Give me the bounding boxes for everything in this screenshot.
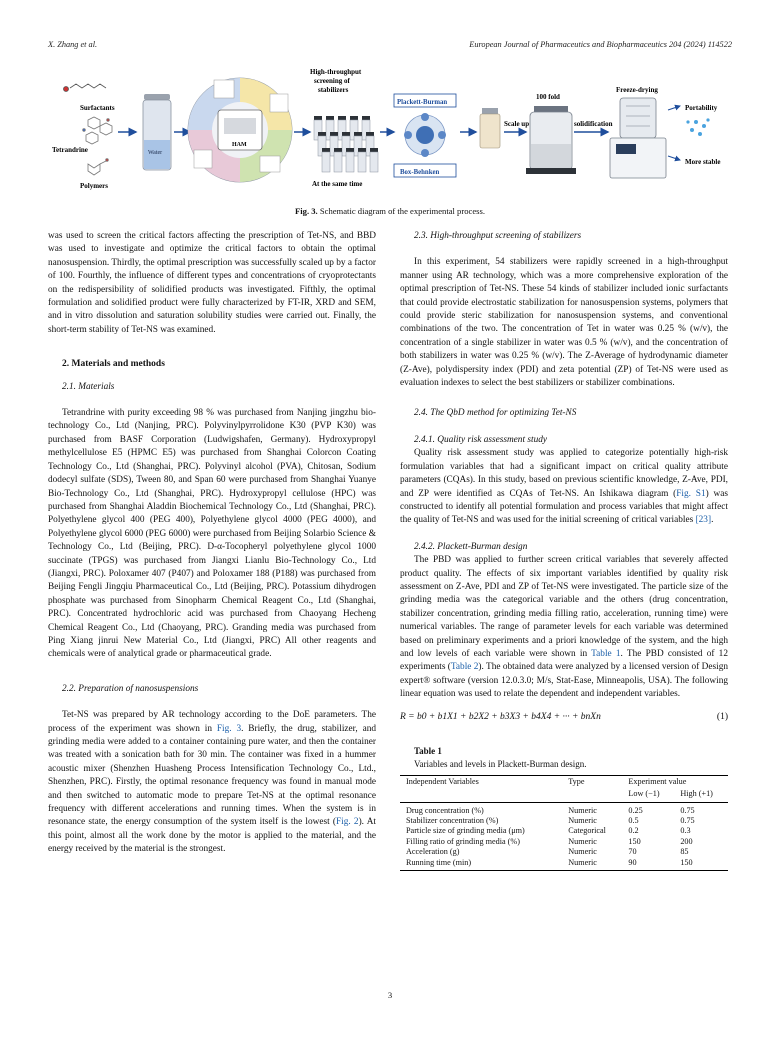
materials-paragraph: Tetrandrine with purity exceeding 98 % was purchased from Nanjing jingzhu bio-technology Co., Ltd (Nanjing, PRC). Polyvinylpyrrolidone K30 (PVP K30) was purchased from BASF Corporation (Ludwigshafen, Germany). Hydroxypropyl methylcellulose E5 (HPMC E5) was purchased from Shanghai Colorcon Coating Technology Co., Ltd (Shanghai, PRC). Polyvinyl alcohol (PVA), Chitosan, Sodium dodecyl sulfate (SDS), Tween 80, and Span 60 were purchased from Shanghai Yuanye Bio-Technology Co., Ltd (Shanghai, PRC). Hydroxypropyl cellulose (HPC) was purchased from Shanghai Aladdin Biochemical Technology Co., Ltd (Shanghai, PRC). Polyethylene glycol 400 (PEG 400), Polyethylene glycol 4000 (PEG 4000), and Polyethylene glycol 6000 (PEG 6000) were purchased from Beijing Solarbio Science & Technology Co., Ltd (Beijing, PRC). D-α-Tocopheryl polyethylene glycol 1000 succinate (TPGS) was purchased from Jiangxi Lianlu Bio-Technology Co., Ltd (Jiangxi, PRC). Poloxamer 407 (P407) and Poloxamer 188 (P188) was purchased from Beijing Fengli Jingqiu Pharmaceutical Co., Ltd (Beijing, PRC). Potassium dihydrogen phosphate was purchased from Sinopharm Chemical Reagent Co., Ltd (Shanghai, PRC). Concentrated hydrochloric acid was purchased from Chaoyang Hecheng Chemical Reagent Co., Ltd (Chaoyang, PRC). Granding media was purchased from Ping Xiang jinrui New Material Co., Ltd (Jiangxi, PRC) All other reagents and chemicals were of analytical grade or pharmaceutical grade. [48,408,376,660]
fig2-link[interactable]: Fig. 2 [335,817,359,828]
surfactant-molecule-icon [64,84,107,92]
equation-number: (1) [716,711,728,722]
vial-cap [342,132,350,136]
figure-caption-text: Schematic diagram of the experimental process. [317,206,485,216]
quality-risk-paragraph: Quality risk assessment study was applied to categorize potentially high-risk formulation variables that had a significant impact on critical quality attribute parameters (CQAs). In this study, based on previous scientific knowledge, Z-Ave, PDI, and ZP were identified as CQAs of Tet-NS. An Ishikawa diagram (Fig. S1) was constructed to identify all potential formulation and process variables that might affect the quality of Tet-NS and was used for the initial screening of critical variables [23]. [400,448,728,526]
fig-label-box-behnken: Box-Behnken [400,169,440,176]
running-header-authors: X. Zhang et al. [48,40,98,49]
fig-label-more-stable: More stable [685,158,721,166]
vial-cap [338,116,346,120]
vial-body [358,152,366,172]
particle-dots-icon [686,118,709,136]
col-header-low: Low (−1) [622,788,674,802]
section-2-2-heading: 2.2. Preparation of nanosuspensions [62,683,199,694]
table-row: Particle size of grinding media (μm) Categorical 0.2 0.3 [406,826,691,836]
col-header-experiment: Experiment value [622,775,728,788]
fig-label-ht-1: High-throughput [310,68,362,76]
fig-s1-link[interactable]: Fig. S1 [676,488,706,499]
vial-body [370,152,378,172]
vial-cap [350,116,358,120]
fig-label-solidification: solidification [574,120,613,128]
table-1 [400,775,728,871]
high-throughput-paragraph: In this experiment, 54 stabilizers were rapidly screened in a high-throughput manner using AR technology, which was a more comprehensive exploration of the optimal prescription of Tet-NS. These 54 kinds of stabilizer included ionic surfactants that could provide electrostatic stabilization for nanosuspension systems, polymers that could provide steric stabilization for nanosuspension systems, and conventional combinations of the two. The concentration of Tet in water was 0.25 % (w/v), the concentration of a single stabilizer in water was 0.5 % (w/v), and the concentration of both stabilizers in water was 0.25 % (w/v). The Z-Average of hydrodynamic diameter (Z-Ave), polydispersity index (PDI) and zeta potential (ZP) of Tet-NS were used as evaluation indexes to select the best stabilizers or stabilizer combinations. [400,257,728,389]
vial-cap [330,132,338,136]
left-column [48,230,376,857]
fig-label-same-time: At the same time [312,180,363,188]
fig-label-scale-up: Scale up [504,120,530,128]
tetrandrine-molecule-icon [83,117,112,144]
polymer-molecule-icon [88,159,108,175]
scaled-flask-icon [526,106,576,174]
vial-cap [362,116,370,120]
equation-1 [400,711,728,724]
figure-caption-label: Fig. 3. [295,206,318,216]
vial-array-icon [314,116,378,172]
vial-cap [366,132,374,136]
section-2-4-1-heading: 2.4.1. Quality risk assessment study [414,434,547,445]
equation-text: R = b0 + b1X1 + b2X2 + b3X3 + b4X4 + ··· + bnXn [400,711,601,722]
right-column [400,230,728,871]
water-container-icon [143,94,171,170]
vial-cap [358,148,366,152]
col-header-variable: Independent Variables [400,775,562,788]
table-row: Acceleration (g) Numeric 70 85 [406,847,689,857]
vial-body [322,152,330,172]
fig-label-water: Water [148,150,163,156]
table-row: Drug concentration (%) Numeric 0.25 0.75 [406,805,695,815]
vial-cap [314,116,322,120]
table2-link[interactable]: Table 2 [450,662,479,673]
table-1-title: Table 1 [414,746,442,756]
vial-cap [354,132,362,136]
section-2-1-heading: 2.1. Materials [62,381,115,392]
fig3-link[interactable]: Fig. 3 [216,723,242,734]
page-number: 3 [387,990,393,1000]
figure-caption [0,206,780,216]
col-header-type: Type [562,775,622,788]
freeze-dryer-icon [610,98,666,178]
section-2-4-heading: 2.4. The QbD method for optimizing Tet-NS [414,408,577,419]
vial-cap [346,148,354,152]
vial-body [334,152,342,172]
experimental-process-figure [48,60,732,200]
fig-label-freeze-drying: Freeze-drying [616,86,658,94]
ham-mixer-diagram [188,78,292,182]
vial-cap [334,148,342,152]
vial-cap [322,148,330,152]
table1-link[interactable]: Table 1 [591,648,621,659]
suspension-bottle-icon [480,108,500,148]
fig-label-surfactants: Surfactants [80,104,115,112]
vial-cap [326,116,334,120]
section-2-4-2-heading: 2.4.2. Plackett-Burman design [414,541,528,552]
vial-body [346,152,354,172]
vial-cap [370,148,378,152]
table-row: Stabilizer concentration (%) Numeric 0.5 0.75 [406,816,695,826]
table-1-subtitle: Variables and levels in Plackett-Burman design. [414,759,587,770]
design-cycle-icon [404,113,446,157]
plackett-burman-paragraph: The PBD was applied to further screen critical variables that severely affected product quality. The effects of six important variables identified by quality risk assessment on Z-Ave, PDI and ZP of Tet-NS were investigated. The particle size of the grinding media was the categorical variable and the others (drug concentration, stabilizer concentration, grinding media filling ratio, acceleration, running time) were numerical variables. The range of parameter levels for each variable was determined based on preliminary experiments and a priori knowledge of the system, and the high and low levels of each variable were shown in Table 1. The PBD consisted of 12 experiments (Table 2). The obtained data were analyzed by a licensed version of Design expert® software (version 12.0.3.0; M/s, Stat-Ease, Minneapolis, USA). The following linear equation was used to relate the dependent and independent variables. [400,555,728,700]
table-row: Filling ratio of grinding media (%) Numeric 150 200 [406,836,693,846]
fig-label-portability: Portability [685,104,718,112]
intro-paragraph: was used to screen the critical factors affecting the prescription of Tet-NS, and BBD was used to investigate and optimize the critical factors to obtain the optimal nanosuspension. Thirdly, the optimal prescription was successfully scaled up by a factor of 100. Fourthly, the influence of different types and concentrations of cryoprotectants on the redispersibility of solidified products was investigated. Fifthly, the optimal formulation and solidified product were fully characterized by FT-IR, XRD and SEM, and in vitro dissolution and saturation solubility studies were carried out. Finally, the short-term stability of Tet-NS was examined. [48,231,376,335]
fig-label-tetrandrine: Tetrandrine [52,146,88,154]
section-2-heading: 2. Materials and methods [62,359,165,370]
fig-label-ham: HAM [232,142,247,148]
ref-23-link[interactable]: [23] [695,515,712,526]
fig-label-ht-2: screening of [314,77,350,85]
vial-cap [318,132,326,136]
preparation-paragraph: Tet-NS was prepared by AR technology according to the DoE parameters. The process of the experiment was shown in Fig. 3. Briefly, the drug, stabilizer, and grinding media were added to a container containing pure water, and then the container was treated with a sonication bath for 30 min. The container was fixed in a hummer acoustic mixer (Shenzhen Huasheng Process Intensification Technology Co., Ltd., Shenzhen, PRC). Firstly, the optimal resonance frequency was found in manual mode and then switched to automatic mode to prepare Tet-NS at the optimal resonance frequency with different accelerations and running times. When the system is in resonance state, the energy consumption of the system itself is the lowest (Fig. 2). At this point, almost all the work done by the motor is applied to the material, and the energy received by the material is the strongest. [48,710,377,855]
table-row: Running time (min) Numeric 90 150 [400,858,728,871]
running-header-journal: European Journal of Pharmaceutics and Biopharmaceutics 204 (2024) 114522 [469,40,732,49]
fig-label-ht-3: stabilizers [318,86,349,94]
section-2-3-heading: 2.3. High-throughput screening of stabilizers [414,231,582,241]
fig-label-100-fold: 100 fold [536,93,560,101]
fig-label-plackett-burman: Plackett-Burman [397,99,448,106]
fig-label-polymers: Polymers [80,182,108,190]
col-header-high: High (+1) [674,788,728,802]
